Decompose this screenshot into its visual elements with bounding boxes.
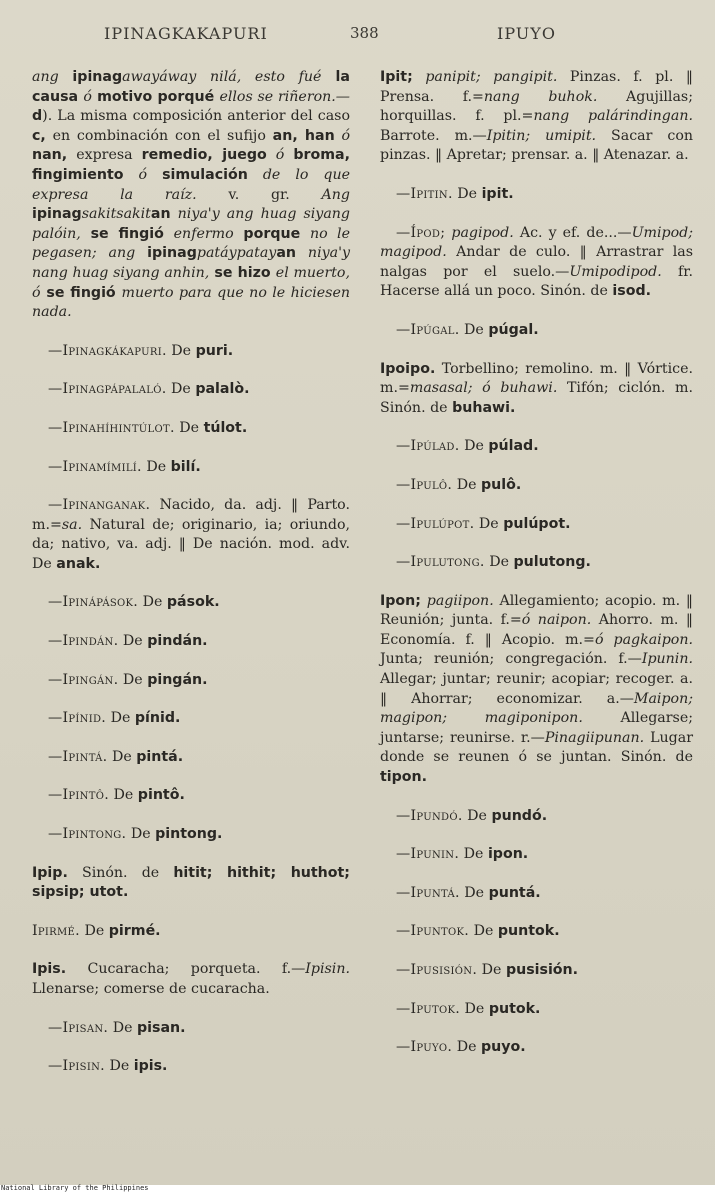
- cross-reference: [380, 185, 693, 205]
- text-run: de lo que expresa la raíz.: [32, 166, 351, 203]
- text-run: Ipip.: [32, 864, 68, 881]
- text-run: Ipon;: [380, 592, 421, 609]
- text-run: Pinagiipunan.: [544, 729, 645, 746]
- running-head-left: IPINAGKAKAPURI: [104, 24, 268, 43]
- cross-reference-label: De: [104, 1058, 134, 1075]
- cross-reference: [380, 845, 693, 865]
- text-run: ó pagkaipon.: [594, 631, 693, 648]
- entry-ipinag-continued: [32, 68, 350, 323]
- text-run: se fingió: [40, 284, 122, 301]
- text-run: ipinag: [32, 206, 82, 223]
- footer-strip: [0, 1185, 715, 1193]
- text-run: hitit; hithit; huthot; sipsip; utot.: [32, 864, 350, 901]
- text-run: —Ipinanganak.: [48, 497, 151, 514]
- entry-ipis: [32, 960, 350, 999]
- text-run: isod.: [612, 283, 651, 300]
- text-run: muerto para que no le hiciesen nada.: [32, 284, 350, 321]
- cross-reference-headword: —Ipinamímilí.: [48, 458, 142, 475]
- text-run: se hizo: [209, 264, 276, 281]
- cross-reference: [380, 476, 693, 496]
- cross-reference-headword: —Ipinagpápalaló.: [48, 381, 167, 398]
- cross-reference-label: De: [459, 321, 489, 338]
- cross-reference-ipugal: [380, 321, 693, 341]
- cross-reference-target: púlad.: [488, 438, 539, 455]
- library-credit: National Library of the Philippines: [1, 1184, 149, 1192]
- text-run: ipinag: [147, 245, 197, 262]
- cross-reference-ipirme: [32, 922, 350, 942]
- page-number: 388: [350, 24, 379, 42]
- text-run: ó: [123, 166, 163, 183]
- entry-ipoipo: [380, 360, 693, 419]
- text-run: Barrote. m.—: [380, 127, 487, 144]
- text-run: Tifón; ciclón. m. Sinón. de: [380, 380, 694, 416]
- text-run: Ipoipo.: [380, 360, 436, 377]
- cross-reference: [380, 1038, 693, 1058]
- text-run: sa.: [61, 516, 83, 533]
- text-run: Torbellino; remolino. m. ‖ Vórtice. m.=: [380, 360, 693, 397]
- text-run: motivo porqué: [91, 88, 220, 105]
- text-run: simulación: [162, 166, 248, 183]
- cross-reference-target: pintá.: [136, 748, 184, 765]
- cross-reference: [380, 884, 693, 904]
- text-run: v. gr.: [196, 186, 322, 203]
- cross-reference-target: puyo.: [480, 1039, 526, 1056]
- text-run: panipit; pangipit.: [412, 69, 558, 85]
- text-run: awayáway nilá, esto fué: [122, 69, 322, 85]
- text-run: patáypatay: [196, 245, 277, 262]
- text-run: niya'y nang huag siyang anhin,: [32, 245, 350, 281]
- cross-reference-headword: —Ipínid.: [48, 710, 107, 727]
- cross-reference-label: De: [126, 826, 156, 843]
- text-run: enfermo: [173, 225, 234, 242]
- cross-reference-target: ipit.: [481, 185, 514, 202]
- text-run: Natural de; originario, ia; oriundo, da; nativo, va. adj. ‖ De nación. mod. adv. De: [32, 516, 350, 572]
- cross-reference-headword: —Ipúlad.: [396, 438, 460, 455]
- cross-reference-label: De: [118, 633, 148, 650]
- cross-reference-headword: —Ipinagkákapuri.: [48, 342, 167, 359]
- cross-reference-target: puri.: [195, 342, 234, 359]
- entry-ipon: [380, 592, 693, 788]
- text-run: Maipon; magipon; magiponipon.: [380, 690, 693, 727]
- text-run: d: [32, 108, 43, 125]
- cross-reference-label: De: [108, 1019, 137, 1036]
- cross-reference-list: [32, 342, 350, 477]
- text-run: Allegarse; juntarse; reunirse. r.—: [380, 710, 693, 746]
- cross-reference-headword: —Ipuntá.: [396, 884, 460, 901]
- cross-reference-label: De: [477, 962, 506, 978]
- text-run: Ipisin.: [305, 961, 350, 978]
- text-run: broma, fingimiento: [32, 147, 350, 183]
- text-run: ang: [32, 69, 73, 85]
- text-run: Allegamiento; acopio. m. ‖ Reunión; junta. f.=: [380, 592, 693, 629]
- cross-reference-label: De: [460, 1000, 489, 1017]
- text-run: Ipunin.: [641, 651, 693, 668]
- cross-reference-label: De: [474, 515, 504, 532]
- cross-reference: [32, 922, 350, 942]
- cross-reference-headword: —Ipintá.: [48, 748, 108, 765]
- cross-reference-headword: —Ipuyo.: [396, 1039, 453, 1056]
- text-run: Junta; reunión; congregación. f.—: [380, 651, 642, 668]
- text-run: Allegar; juntar; reunir; acopiar; recoger. a. ‖ Ahorrar; economizar. a.—: [380, 671, 693, 707]
- cross-reference: [380, 553, 693, 573]
- cross-reference-target: pínid.: [134, 710, 181, 727]
- cross-reference-ipitin: [380, 185, 693, 205]
- entry-ipit: [380, 68, 693, 166]
- cross-reference-target: pirmé.: [108, 922, 161, 939]
- cross-reference-target: túlot.: [203, 419, 248, 436]
- cross-reference-list: [380, 807, 693, 1058]
- cross-reference: [380, 807, 693, 827]
- cross-reference: [380, 961, 693, 981]
- text-run: expresa: [67, 147, 142, 164]
- cross-reference: [32, 748, 350, 768]
- text-run: Pinzas. f. pl. ‖ Prensa. f.=: [380, 69, 693, 105]
- cross-reference-headword: Ipirmé.: [32, 922, 80, 939]
- text-run: Sinón. de: [67, 864, 174, 881]
- cross-reference-label: De: [141, 458, 171, 475]
- text-run: —Ípod;: [396, 224, 446, 241]
- text-run: Nacido, da. adj. ‖ Parto. m.=: [32, 497, 350, 533]
- cross-reference-label: De: [106, 710, 135, 727]
- text-run: an, han: [272, 127, 335, 144]
- cross-reference: [32, 1019, 350, 1039]
- cross-reference-target: pulúpot.: [503, 515, 571, 532]
- cross-reference-headword: —Ipunin.: [396, 846, 460, 863]
- text-run: an: [276, 245, 296, 262]
- cross-reference-label: De: [459, 438, 489, 455]
- cross-reference-label: De: [109, 787, 138, 804]
- cross-reference: [380, 321, 693, 341]
- text-run: Ac. y ef. de...—: [513, 224, 632, 241]
- text-run: ó: [83, 88, 92, 105]
- running-head-right: IPUYO: [497, 24, 556, 43]
- text-run: en combinación con el sufijo: [45, 127, 273, 144]
- text-run: fr. Hacerse allá un poco. Sinón. de: [380, 263, 693, 300]
- text-run: Ipis.: [32, 961, 67, 978]
- entry-ipip: [32, 864, 350, 903]
- cross-reference-target: pindán.: [147, 633, 208, 650]
- cross-reference-target: ipis.: [133, 1058, 168, 1075]
- text-run: Lugar donde se reunen ó se juntan. Sinón. de: [380, 729, 693, 766]
- entry-ipod: [380, 224, 693, 302]
- cross-reference-headword: —Ipulô.: [396, 476, 453, 493]
- cross-reference-label: De: [138, 594, 167, 611]
- cross-reference-label: De: [484, 554, 514, 571]
- text-run: nan,: [32, 147, 68, 164]
- cross-reference-target: pások.: [166, 594, 220, 611]
- cross-reference-headword: —Ipúgal.: [396, 321, 460, 338]
- cross-reference-label: De: [166, 381, 196, 398]
- text-run: ó naipon.: [521, 612, 592, 629]
- text-run: Sacar con pinzas. ‖ Apretar; prensar. a. ‖ Atenazar. a.: [380, 127, 694, 164]
- text-run: Ipitin; umipit.: [486, 127, 597, 144]
- cross-reference-headword: —Ipulúpot.: [396, 515, 475, 532]
- cross-reference: [32, 419, 350, 439]
- text-run: Cucaracha; porqueta. f.—: [66, 961, 306, 978]
- left-column: [32, 68, 350, 1096]
- cross-reference-headword: —Iputok.: [396, 1000, 461, 1017]
- cross-reference-target: ipon.: [487, 846, 529, 863]
- text-run: Ahorro. m. ‖ Economía. f. ‖ Acopio. m.=: [380, 612, 693, 648]
- text-run: ó: [334, 127, 350, 144]
- cross-reference-target: puntá.: [488, 884, 541, 901]
- text-run: masasal; ó buhawi.: [409, 380, 558, 397]
- cross-reference-list: [32, 593, 350, 844]
- cross-reference-target: pintô.: [137, 787, 185, 804]
- text-run: se fingió: [80, 225, 174, 242]
- cross-reference-target: pundó.: [491, 807, 548, 824]
- cross-reference-target: púgal.: [488, 321, 539, 338]
- text-run: ipinag: [72, 69, 123, 85]
- cross-reference-target: putok.: [488, 1000, 541, 1017]
- text-run: c,: [32, 127, 46, 144]
- cross-reference-label: De: [459, 884, 489, 901]
- cross-reference-list: [32, 1019, 350, 1077]
- right-column: [380, 68, 693, 1077]
- cross-reference-headword: —Ipitin.: [396, 185, 453, 202]
- cross-reference-label: De: [452, 1039, 481, 1056]
- cross-reference-headword: —Ipusisión.: [396, 962, 478, 978]
- cross-reference-headword: —Ipindán.: [48, 633, 119, 650]
- cross-reference: [32, 632, 350, 652]
- cross-reference-headword: —Ipintong.: [48, 826, 127, 843]
- text-run: Ipit;: [380, 69, 413, 85]
- text-run: pagipod.: [445, 224, 514, 241]
- cross-reference: [32, 1057, 350, 1077]
- text-run: anak.: [56, 555, 101, 572]
- cross-reference-headword: —Ipintô.: [48, 787, 109, 804]
- cross-reference-label: De: [469, 923, 498, 940]
- text-run: Ang: [321, 186, 350, 203]
- cross-reference-target: pintong.: [155, 826, 223, 843]
- text-run: ). La misma composición anterior del caso: [42, 108, 350, 125]
- cross-reference-target: pisan.: [137, 1019, 186, 1036]
- text-run: tipon.: [380, 769, 428, 786]
- cross-reference-target: puntok.: [497, 923, 560, 940]
- cross-reference-headword: —Ipisan.: [48, 1019, 109, 1036]
- cross-reference-target: pusisión.: [505, 962, 579, 978]
- cross-reference-label: De: [107, 748, 137, 765]
- cross-reference-headword: —Ipinahíhintúlot.: [48, 419, 175, 436]
- cross-reference-headword: —Ipundó.: [396, 807, 463, 824]
- text-run: pagiipon.: [420, 592, 494, 609]
- cross-reference-label: De: [79, 922, 109, 939]
- cross-reference: [32, 380, 350, 400]
- text-run: porque: [233, 225, 310, 242]
- cross-reference-target: palalò.: [195, 381, 250, 398]
- cross-reference-headword: —Ipisin.: [48, 1058, 105, 1075]
- text-run: el muerto, ó: [32, 264, 350, 301]
- cross-reference-headword: —Ipulutong.: [396, 554, 485, 571]
- cross-reference-label: De: [166, 342, 196, 359]
- cross-reference-label: De: [459, 846, 488, 863]
- text-run: ó: [266, 147, 294, 164]
- cross-reference: [380, 437, 693, 457]
- text-run: buhawi.: [452, 399, 516, 416]
- cross-reference-target: pulutong.: [513, 554, 591, 571]
- cross-reference-target: bilí.: [170, 458, 201, 475]
- text-run: nang buhok.: [483, 88, 598, 105]
- cross-reference-label: De: [462, 807, 492, 824]
- cross-reference: [380, 922, 693, 942]
- text-run: remedio, juego: [141, 147, 267, 164]
- text-run: Umipodipod.: [569, 263, 662, 280]
- cross-reference-label: De: [452, 476, 482, 493]
- text-run: no le pegasen; ang: [32, 225, 350, 262]
- entry-ipinanganak: [32, 496, 350, 574]
- cross-reference-list: [380, 437, 693, 572]
- cross-reference-target: pingán.: [147, 671, 208, 688]
- cross-reference: [32, 593, 350, 613]
- cross-reference: [32, 458, 350, 478]
- cross-reference: [32, 709, 350, 729]
- text-run: niya'y ang huag siyang palóin,: [32, 206, 350, 242]
- text-run: Agujillas; horquillas. f. pl.=: [380, 88, 693, 125]
- cross-reference-target: pulô.: [481, 476, 522, 493]
- text-run: la causa: [32, 69, 350, 105]
- text-run: Andar de culo. ‖ Arrastrar las nalgas por el suelo.—: [380, 244, 693, 280]
- cross-reference: [380, 1000, 693, 1020]
- cross-reference: [380, 515, 693, 535]
- text-run: sakitsakit: [81, 206, 151, 223]
- cross-reference-headword: —Ipuntok.: [396, 923, 470, 940]
- text-run: Umipod; magipod.: [380, 224, 693, 261]
- cross-reference: [32, 825, 350, 845]
- cross-reference: [32, 671, 350, 691]
- cross-reference-headword: —Ipingán.: [48, 671, 119, 688]
- text-run: nang palárindingan.: [533, 108, 693, 125]
- cross-reference-label: De: [174, 419, 204, 436]
- text-run: Llenarse; comerse de cucaracha.: [32, 981, 270, 997]
- text-run: an: [150, 206, 171, 223]
- cross-reference: [32, 786, 350, 806]
- cross-reference-label: De: [452, 185, 482, 202]
- text-run: ellos se riñeron.—: [219, 88, 350, 105]
- cross-reference: [32, 342, 350, 362]
- cross-reference-headword: —Ipinápások.: [48, 594, 139, 611]
- cross-reference-label: De: [118, 671, 148, 688]
